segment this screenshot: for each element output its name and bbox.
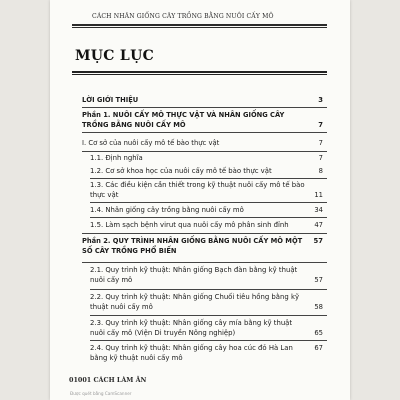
toc-separator	[82, 132, 327, 133]
toc-entry-page: 7	[318, 139, 323, 147]
toc-title-rule	[72, 71, 327, 73]
toc-separator	[90, 289, 327, 290]
series-footer: 01001 CÁCH LÀM ĂN	[69, 376, 147, 384]
toc-entry-part-1	[82, 110, 327, 130]
toc-separator	[90, 315, 327, 316]
toc-entry-text: 2.1. Quy trình kỹ thuật: Nhân giống Bạch đàn bằng kỹ thuật nuôi cấy mô	[90, 266, 298, 284]
toc-entry-text: 1.1. Định nghĩa	[90, 154, 143, 162]
toc-entry-2-1	[90, 265, 327, 285]
toc-separator	[82, 233, 327, 234]
toc-entry-1-1	[90, 153, 327, 163]
toc-entry-text: 1.5. Làm sạch bệnh virut qua nuôi cấy mô phân sinh đỉnh	[90, 221, 289, 229]
toc-entry-text: LỜI GIỚI THIỆU	[82, 96, 139, 104]
toc-separator	[90, 217, 327, 218]
toc-entry-page: 7	[318, 121, 323, 129]
toc-entry-text: 2.3. Quy trình kỹ thuật: Nhân giống cây mía bằng kỹ thuật nuôi cấy mô (Viện Di truyền Nông nghiệp)	[90, 319, 293, 337]
toc-entry-text: 1.3. Các điều kiện cần thiết trong kỹ thuật nuôi cấy mô tế bào thực vật	[90, 181, 305, 199]
toc-entry-page: 3	[318, 96, 323, 104]
toc-entry-page: 57	[313, 237, 323, 245]
toc-entry-2-2	[90, 292, 327, 312]
toc-entry-text: 2.4. Quy trình kỹ thuật: Nhân giống cây hoa cúc đỏ Hà Lan bằng kỹ thuật nuôi cấy mô	[90, 344, 293, 362]
toc-entry-text: 1.2. Cơ sở khoa học của nuôi cấy mô tế bào thực vật	[90, 167, 272, 175]
running-header: CÁCH NHÂN GIỐNG CÂY TRỒNG BẰNG NUÔI CẤY MÔ	[92, 13, 274, 20]
toc-separator	[90, 340, 327, 341]
header-rule-thin	[72, 27, 327, 28]
toc-entry-1-4	[90, 205, 327, 215]
toc-entry-page: 11	[314, 191, 323, 199]
toc-entry-page: 47	[314, 221, 323, 229]
toc-entry-1-2	[90, 166, 327, 176]
toc-entry-page: 58	[314, 303, 323, 311]
toc-entry-part-2	[82, 236, 327, 256]
toc-entry-page: 7	[318, 154, 323, 162]
toc-entry-1-5	[90, 220, 327, 230]
header-rule	[72, 24, 327, 26]
toc-entry-page: 65	[314, 329, 323, 337]
toc-entry-2-3	[90, 318, 327, 338]
scanner-watermark: Được quét bằng CamScanner	[70, 391, 132, 396]
toc-entry-text: Phần 1. NUÔI CẤY MÔ THỰC VẬT VÀ NHÂN GIỐNG CÂY TRỒNG BẰNG NUÔI CẤY MÔ	[82, 111, 285, 129]
toc-entry-text: I. Cơ sở của nuôi cấy mô tế bào thực vật	[82, 139, 220, 147]
toc-title-rule-thin	[72, 74, 327, 75]
toc-entry-page: 34	[314, 206, 323, 214]
toc-separator	[90, 178, 327, 179]
toc-separator	[90, 202, 327, 203]
toc-entry-2-4	[90, 343, 327, 363]
toc-entry-text: 1.4. Nhân giống cây trồng bằng nuôi cấy mô	[90, 206, 244, 214]
toc-separator	[82, 107, 327, 108]
toc-entry-introduction	[82, 95, 327, 105]
toc-entry-page: 67	[314, 344, 323, 352]
toc-entry-text: 2.2. Quy trình kỹ thuật: Nhân giống Chuối tiêu hồng bằng kỹ thuật nuôi cấy mô	[90, 293, 300, 311]
toc-entry-page: 57	[314, 276, 323, 284]
toc-entry-text: Phần 2. QUY TRÌNH NHÂN GIỐNG BẰNG NUÔI CẤY MÔ MỘT SỐ CÂY TRỒNG PHỔ BIẾN	[82, 237, 303, 255]
toc-title: MỤC LỤC	[75, 48, 155, 64]
toc-separator	[82, 151, 327, 152]
toc-separator	[82, 262, 327, 263]
toc-entry-1-3	[90, 180, 327, 200]
toc-entry-page: 8	[318, 167, 323, 175]
toc-entry-section-1	[82, 138, 327, 148]
